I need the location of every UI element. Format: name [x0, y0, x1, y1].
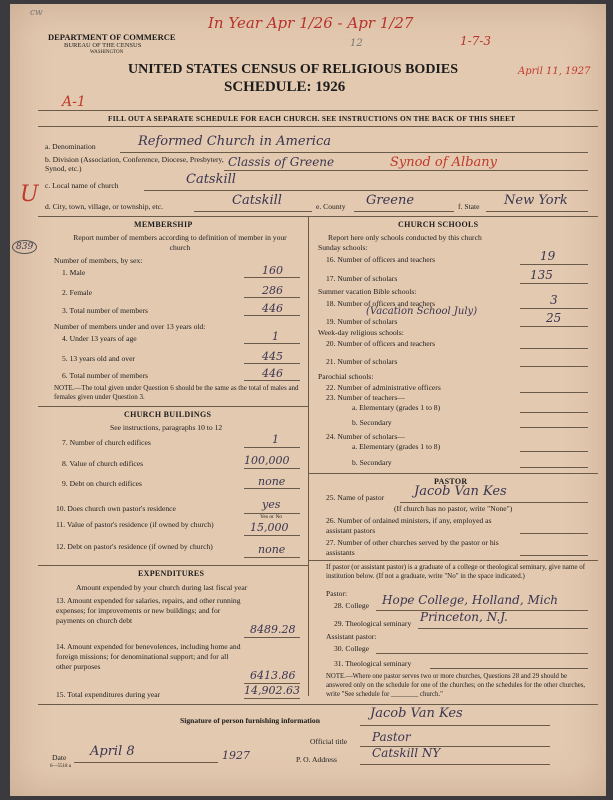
schools-intro: Report here only schools conducted by this church — [328, 233, 482, 242]
city-label: WASHINGTON — [90, 50, 124, 55]
schedule-title: SCHEDULE: 1926 — [224, 79, 346, 95]
expenditures-intro: Amount expended by your church during last fiscal year — [76, 583, 248, 592]
state-value: New York — [504, 193, 568, 208]
q18-label: 18. Number of officers and teachers — [326, 299, 436, 308]
q20-label: 20. Number of officers and teachers — [326, 339, 436, 348]
q25-label: 25. Name of pastor — [326, 493, 385, 502]
county-label: e. County — [316, 202, 346, 211]
q10-label: 10. Does church own pastor's residence — [56, 504, 176, 513]
expenditures-title: EXPENDITURES — [138, 569, 205, 578]
po-address-label: P. O. Address — [296, 755, 337, 764]
q9-label: 9. Debt on church edifices — [62, 479, 142, 488]
q23a-label: a. Elementary (grades 1 to 8) — [352, 403, 441, 412]
city-value: Catskill — [232, 193, 282, 208]
q2-label: 2. Female — [62, 288, 92, 297]
q23-label: 23. Number of teachers— — [326, 393, 405, 402]
q21-label: 21. Number of scholars — [326, 357, 398, 366]
q5-value: 445 — [262, 350, 283, 363]
received-date: April 11, 1927 — [518, 66, 591, 77]
pastor-title: PASTOR — [434, 477, 468, 486]
margin-number: 839 — [12, 240, 37, 254]
q28-label: 28. College — [334, 601, 370, 610]
q5-label: 5. 13 years old and over — [62, 354, 135, 363]
handwritten-cw: cw — [30, 8, 43, 18]
denomination-value: Reformed Church in America — [138, 134, 331, 149]
q25-value: Jacob Van Kes — [414, 484, 507, 499]
division-label: b. Division (Association, Conference, Diocese, Presbytery, Synod, etc.) — [45, 155, 224, 173]
handwritten-a1: A-1 — [62, 94, 86, 110]
age-intro: Number of members under and over 13 years old: — [54, 322, 206, 331]
q1-label: 1. Male — [62, 268, 86, 277]
q19-note: (Vacation School July) — [366, 306, 478, 317]
q7-value: 1 — [272, 433, 279, 446]
bureau-label: BUREAU OF THE CENSUS — [64, 42, 142, 49]
date-value: April 8 — [90, 744, 135, 759]
q6-value: 446 — [262, 367, 283, 380]
q29-label: 29. Theological seminary — [334, 619, 412, 628]
q17-value: 135 — [530, 268, 553, 282]
division-value: Classis of Greene — [228, 155, 335, 169]
q31-label: 31. Theological seminary — [334, 659, 412, 668]
q24b-label: b. Secondary — [352, 458, 392, 467]
membership-note: NOTE.—The total given under Question 6 should be the same as the total of males and females given under Question 3. — [54, 384, 299, 401]
po-address-value: Catskill NY — [372, 746, 441, 760]
pastor-subheading: Pastor: — [326, 589, 348, 598]
q29-value: Princeton, N.J. — [420, 610, 508, 624]
parochial-label: Parochial schools: — [318, 372, 374, 381]
q7-label: 7. Number of church edifices — [62, 438, 151, 447]
q14-label: 14. Amount expended for benevolences, including home and foreign missions; for denominational support; and for all other purposes — [56, 642, 241, 671]
q11-value: 15,000 — [250, 521, 289, 534]
yes-no-hint: Yes or No — [260, 514, 283, 520]
schools-title: CHURCH SCHOOLS — [398, 220, 479, 229]
city-label-field: d. City, town, village, or township, etc. — [45, 202, 164, 211]
q4-label: 4. Under 13 years of age — [62, 334, 137, 343]
date-year: 1927 — [222, 749, 250, 762]
q16-label: 16. Number of officers and teachers — [326, 255, 436, 264]
summer-label: Summer vacation Bible schools: — [318, 287, 417, 296]
q23b-label: b. Secondary — [352, 418, 392, 427]
weekday-label: Week-day religious schools: — [318, 328, 404, 337]
q27-label: 27. Number of other churches served by the pastor or his assistants — [326, 538, 499, 557]
membership-intro: Report number of members according to definition of member in your church — [73, 233, 287, 252]
state-label: f. State — [458, 202, 480, 211]
q28-value: Hope College, Holland, Mich — [382, 593, 559, 607]
q15-label: 15. Total expenditures during year — [56, 690, 161, 699]
q8-value: 100,000 — [244, 454, 290, 467]
q9-value: none — [258, 475, 286, 488]
q15-value: 14,902.63 — [244, 684, 300, 697]
q17-label: 17. Number of scholars — [326, 274, 398, 283]
county-value: Greene — [366, 193, 415, 208]
q19-label: 19. Number of scholars — [326, 317, 398, 326]
form-number: 6—5518 a — [50, 764, 71, 769]
q8-label: 8. Value of church edifices — [62, 459, 144, 468]
instruction-line: FILL OUT A SEPARATE SCHEDULE FOR EACH CHURCH. SEE INSTRUCTIONS ON THE BACK OF THIS SHEET — [108, 114, 516, 123]
q24a-label: a. Elementary (grades 1 to 8) — [352, 442, 441, 451]
by-sex-label: Number of members, by sex: — [54, 256, 143, 265]
q14-value: 6413.86 — [250, 669, 296, 682]
q12-label: 12. Debt on pastor's residence (if owned by church) — [56, 542, 213, 551]
q16-value: 19 — [540, 249, 556, 263]
department-label: DEPARTMENT OF COMMERCE — [48, 32, 176, 42]
official-title-value: Pastor — [372, 730, 411, 744]
local-name-label: c. Local name of church — [45, 181, 119, 190]
q3-label: 3. Total number of members — [62, 306, 149, 315]
sunday-label: Sunday schools: — [318, 243, 368, 252]
date-label: Date — [52, 753, 67, 762]
signature-value: Jacob Van Kes — [370, 706, 463, 721]
buildings-title: CHURCH BUILDINGS — [124, 410, 212, 419]
pastor-note: NOTE.—Where one pastor serves two or more churches, Questions 28 and 29 should be answered only on the schedule for one of the churches; on the schedules for the other churches, write "See schedule for ________ church." — [326, 673, 586, 698]
q25-note: (If church has no pastor, write "None") — [394, 504, 513, 513]
q22-label: 22. Number of administrative officers — [326, 383, 441, 392]
margin-u-mark: U — [20, 182, 39, 207]
form-title: UNITED STATES CENSUS OF RELIGIOUS BODIES — [128, 62, 459, 77]
assistant-subheading: Assistant pastor: — [326, 632, 377, 641]
q24-label: 24. Number of scholars— — [326, 432, 405, 441]
graduate-instruction: If pastor (or assistant pastor) is a graduate of a college or theological seminary, give name of institution below. (If not a graduate, write "No" in the space indicated.) — [326, 563, 586, 580]
official-title-label: Official title — [310, 737, 348, 746]
buildings-intro: See instructions, paragraphs 10 to 12 — [110, 423, 223, 432]
handwritten-code: 1-7-3 — [460, 34, 492, 48]
signature-label: Signature of person furnishing information — [180, 716, 320, 725]
q11-label: 11. Value of pastor's residence (if owned by church) — [56, 520, 214, 529]
division-value-red: Synod of Albany — [390, 155, 498, 170]
q30-label: 30. College — [334, 644, 370, 653]
q2-value: 286 — [262, 284, 283, 297]
q13-label: 13. Amount expended for salaries, repairs, and other running expenses; for improvements or new buildings; and for payments on church debt — [56, 596, 241, 625]
q1-value: 160 — [262, 264, 283, 277]
local-name-value: Catskill — [186, 172, 236, 187]
q12-value: none — [258, 543, 286, 556]
q10-value: yes — [262, 498, 281, 511]
q18-value: 3 — [550, 293, 558, 307]
handwritten-12: 12 — [350, 38, 363, 49]
q6-label: 6. Total number of members — [62, 371, 149, 380]
q19-value: 25 — [546, 311, 562, 325]
q26-label: 26. Number of ordained ministers, if any, employed as assistant pastors — [326, 516, 492, 535]
census-form-sheet — [10, 4, 606, 796]
denomination-label: a. Denomination — [45, 142, 96, 151]
q13-value: 8489.28 — [250, 623, 296, 636]
handwritten-year: In Year Apr 1/26 - Apr 1/27 — [208, 14, 414, 32]
membership-title: MEMBERSHIP — [134, 220, 193, 229]
q4-value: 1 — [272, 330, 279, 343]
q3-value: 446 — [262, 302, 283, 315]
